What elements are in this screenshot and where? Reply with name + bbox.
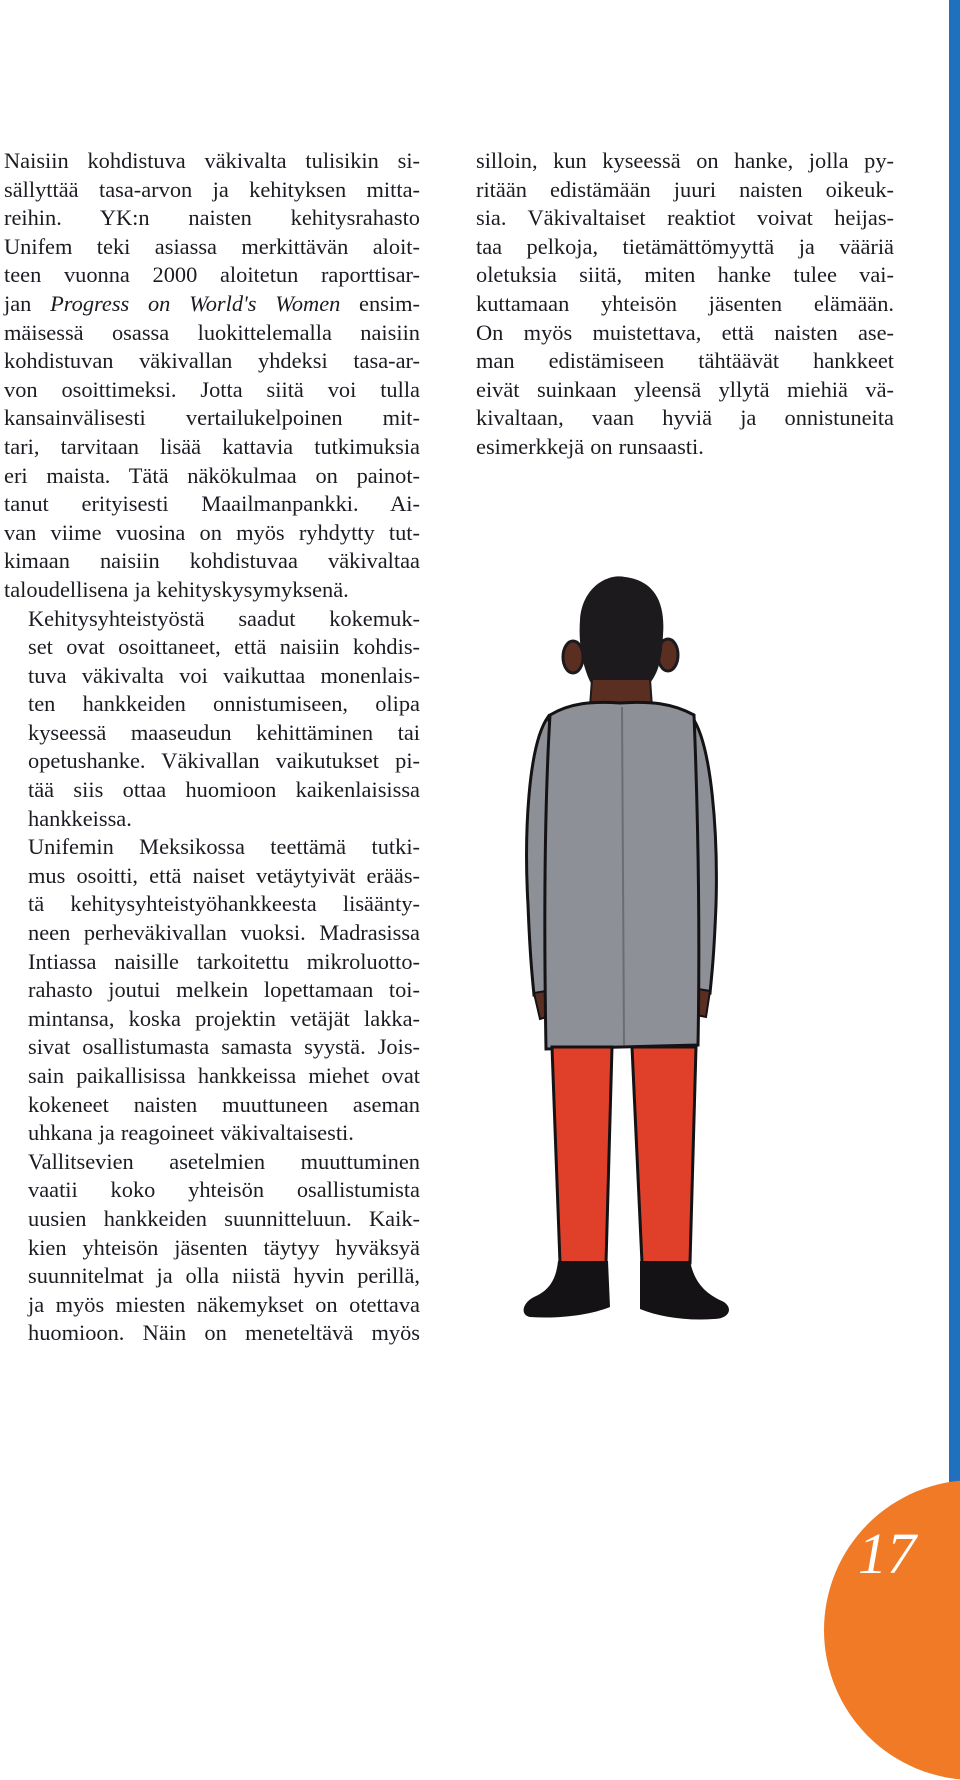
text-line: kien yhteisön jäsenten täytyy hyväksyä <box>28 1234 420 1260</box>
paragraph-1 <box>4 147 420 605</box>
text-line: ja myös miesten näkemykset on otettava <box>28 1291 420 1317</box>
text-line: huomioon. Näin on meneteltävä myös <box>28 1320 420 1346</box>
text-line: esimerkkejä on runsaasti. <box>476 433 704 459</box>
text-line: kokeneet naisten muuttuneen aseman <box>28 1091 420 1117</box>
paragraph-5 <box>476 147 894 462</box>
text-line: neen perheväkivallan vuoksi. Madrasissa <box>28 920 420 946</box>
text-line: uhkana ja reagoineet väkivaltaisesti. <box>28 1120 354 1146</box>
text-line: eivät suinkaan yleensä yllytä miehiä vä- <box>476 376 894 402</box>
text-line: man edistämiseen tähtäävät hankkeet <box>476 348 894 374</box>
edge-color-stripe <box>949 0 960 1646</box>
text-line: tuva väkivalta voi vaikuttaa monenlais- <box>28 662 420 688</box>
text-line: kimaan naisiin kohdistuvaa väkivaltaa <box>4 548 420 574</box>
text-line: mintansa, koska projektin vetäjät lakka- <box>28 1005 420 1031</box>
text-line: set ovat osoittaneet, että naisiin kohdis- <box>28 634 420 660</box>
text-line: oletuksia siitä, miten hanke tulee vai- <box>476 262 894 288</box>
paragraph-4 <box>4 1148 420 1348</box>
text-line: opetushanke. Väkivallan vaikutukset pi- <box>28 748 420 774</box>
text-line: uusien hankkeiden suunnitteluun. Kaik- <box>28 1205 420 1231</box>
text-line: Vallitsevien asetelmien muuttuminen <box>28 1148 420 1174</box>
text-line: taloudellisena ja kehityskysymyksenä. <box>4 576 349 602</box>
text-line: Unifem teki asiassa merkittävän aloit- <box>4 233 420 259</box>
text-line: Unifemin Meksikossa teettämä tutki- <box>28 834 420 860</box>
text-line: sain paikallisissa hankkeissa miehet ovat <box>28 1063 420 1088</box>
text-line: van viime vuosina on myös ryhdytty tut- <box>4 519 420 545</box>
paragraph-3 <box>4 833 420 1148</box>
head-hair <box>580 576 664 685</box>
left-ear <box>563 641 583 673</box>
text-line: Naisiin kohdistuva väkivalta tulisikin si- <box>4 148 420 173</box>
publication-title: Progress on World's Women <box>50 290 341 316</box>
text-line: kyseessä maaseudun kehittäminen tai <box>28 719 420 745</box>
text-line: kivaltaan, vaan hyviä ja onnistuneita <box>476 405 894 431</box>
text-line: von osoittimeksi. Jotta siitä voi tulla <box>4 376 420 402</box>
text-fragment: ensim- <box>340 290 420 316</box>
text-line: eri maista. Tätä näkökulmaa on painot- <box>4 462 420 488</box>
text-line: taa pelkoja, tietämättömyyttä ja vääriä <box>476 233 894 259</box>
man-from-behind-illustration <box>500 575 780 1375</box>
text-line: reihin. YK:n naisten kehitysrahasto <box>4 205 420 231</box>
text-line: kohdistuvan väkivallan yhdeksi tasa-ar- <box>4 348 420 374</box>
text-line: Kehitysyhteistyöstä saadut kokemuk- <box>28 605 420 631</box>
right-trouser-leg <box>632 1047 696 1263</box>
text-line: tä kehitysyhteistyöhankkeesta lisäänty- <box>28 891 420 917</box>
text-line: suunnitelmat ja olla niistä hyvin perillä, <box>28 1263 420 1289</box>
text-line: rahasto joutui melkein lopettamaan toi- <box>28 977 420 1003</box>
text-line: On myös muistettava, että naisten ase- <box>476 319 894 345</box>
text-line: sivat osallistumasta samasta syystä. Jois- <box>28 1034 420 1060</box>
text-line: Intiassa naisille tarkoitettu mikroluotto- <box>28 948 420 974</box>
left-boot <box>524 1261 610 1318</box>
text-line: mäisessä osassa luokittelemalla naisiin <box>4 319 420 345</box>
paragraph-2 <box>4 605 420 834</box>
text-line: kuttamaan yhteisön jäsenten elämään. <box>476 290 894 316</box>
text-line: vaatii koko yhteisön osallistumista <box>28 1177 420 1203</box>
text-line: ten hankkeiden onnistumiseen, olipa <box>28 691 420 717</box>
text-line: tää siis ottaa huomioon kaikenlaisissa <box>28 777 420 803</box>
right-boot <box>640 1261 729 1320</box>
left-trouser-leg <box>552 1047 612 1263</box>
left-text-column <box>4 147 420 1348</box>
text-line-with-title <box>4 290 420 319</box>
text-line: ritään edistämään juuri naisten oikeuk- <box>476 176 894 202</box>
right-text-column <box>476 147 894 462</box>
text-line: kansainvälisesti vertailukelpoinen mit- <box>4 405 420 431</box>
text-line: silloin, kun kyseessä on hanke, jolla py- <box>476 148 894 173</box>
text-line: mus osoitti, että naiset vetäytyivät erääs- <box>28 862 420 888</box>
text-line: tanut erityisesti Maailmanpankki. Ai- <box>4 491 420 517</box>
text-line: tari, tarvitaan lisää kattavia tutkimuksia <box>4 433 420 459</box>
page-number: 17 <box>858 1521 916 1586</box>
text-line: hankkeissa. <box>28 805 132 831</box>
text-line: teen vuonna 2000 aloitetun raporttisar- <box>4 262 420 288</box>
text-line: sia. Väkivaltaiset reaktiot voivat heijas- <box>476 205 894 231</box>
text-fragment: jan <box>4 290 51 316</box>
text-line: sällyttää tasa-arvon ja kehityksen mitta- <box>4 176 420 202</box>
